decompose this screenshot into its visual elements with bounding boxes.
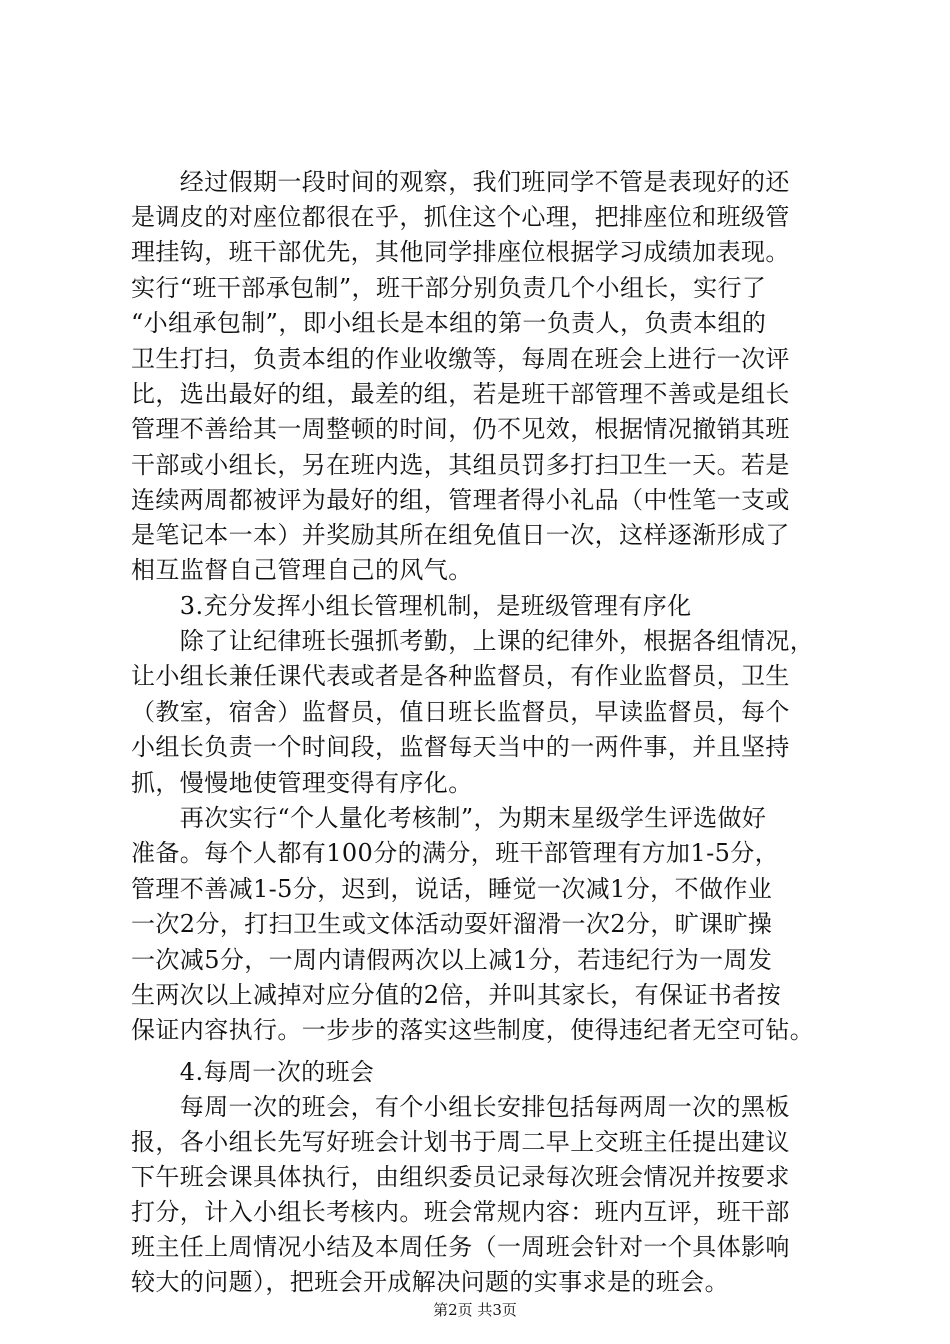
text-line: 理挂钩，班干部优先，其他同学排座位根据学习成绩加表现。 — [131, 238, 790, 266]
page-footer: 第2页 共3页 — [433, 1301, 517, 1319]
text-line: 报，各小组长先写好班会计划书于周二早上交班主任提出建议 — [131, 1128, 790, 1156]
text-line: 经过假期一段时间的观察，我们班同学不管是表现好的还 — [131, 168, 790, 196]
text-line: 保证内容执行。一步步的落实这些制度，使得违纪者无空可钻。 — [131, 1016, 815, 1044]
text-line: 生两次以上减掉对应分值的2倍，并叫其家长，有保证书者按 — [131, 981, 782, 1009]
text-line: 让小组长兼任课代表或者是各种监督员，有作业监督员，卫生 — [131, 662, 790, 690]
section-heading: 3.充分发挥小组长管理机制，是班级管理有序化 — [131, 592, 692, 620]
text-line: 再次实行“个人量化考核制”，为期末星级学生评选做好 — [131, 804, 767, 832]
section-heading: 4.每周一次的班会 — [131, 1058, 375, 1086]
text-line: 卫生打扫，负责本组的作业收缴等，每周在班会上进行一次评 — [131, 345, 790, 373]
text-line: 管理不善减1-5分，迟到，说话，睡觉一次减1分，不做作业 — [131, 875, 773, 903]
text-line: 管理不善给其一周整顿的时间，仍不见效，根据情况撤销其班 — [131, 415, 790, 443]
text-line: 每周一次的班会，有个小组长安排包括每两周一次的黑板 — [131, 1093, 790, 1121]
text-line: 小组长负责一个时间段，监督每天当中的一两件事，并且坚持 — [131, 733, 790, 761]
text-line: 实行“班干部承包制”，班干部分别负责几个小组长，实行了 — [131, 274, 767, 302]
text-line: 准备。每个人都有100分的满分，班干部管理有方加1-5分， — [131, 839, 780, 867]
text-line: “小组承包制”，即小组长是本组的第一负责人，负责本组的 — [131, 309, 767, 337]
text-line: 除了让纪律班长强抓考勤，上课的纪律外，根据各组情况， — [131, 627, 815, 655]
text-line: 较大的问题），把班会开成解决问题的实事求是的班会。 — [131, 1268, 729, 1296]
text-line: 相互监督自己管理自己的风气。 — [131, 556, 473, 584]
text-line: 干部或小组长，另在班内选，其组员罚多打扫卫生一天。若是 — [131, 451, 790, 479]
text-line: 抓，慢慢地使管理变得有序化。 — [131, 769, 473, 797]
text-line: 一次减5分，一周内请假两次以上减1分，若违纪行为一周发 — [131, 946, 773, 974]
text-line: 班主任上周情况小结及本周任务（一周班会针对一个具体影响 — [131, 1233, 790, 1261]
text-line: 比，选出最好的组，最差的组，若是班干部管理不善或是组长 — [131, 380, 790, 408]
text-line: 下午班会课具体执行，由组织委员记录每次班会情况并按要求 — [131, 1163, 790, 1191]
text-line: 打分，计入小组长考核内。班会常规内容：班内互评，班干部 — [131, 1198, 790, 1226]
text-line: （教室，宿舍）监督员，值日班长监督员，早读监督员，每个 — [131, 698, 790, 726]
text-line: 连续两周都被评为最好的组，管理者得小礼品（中性笔一支或 — [131, 486, 790, 514]
text-line: 是调皮的对座位都很在乎，抓住这个心理，把排座位和班级管 — [131, 203, 790, 231]
text-line: 一次2分，打扫卫生或文体活动耍奸溜滑一次2分，旷课旷操 — [131, 910, 773, 938]
text-line: 是笔记本一本）并奖励其所在组免值日一次，这样逐渐形成了 — [131, 521, 790, 549]
